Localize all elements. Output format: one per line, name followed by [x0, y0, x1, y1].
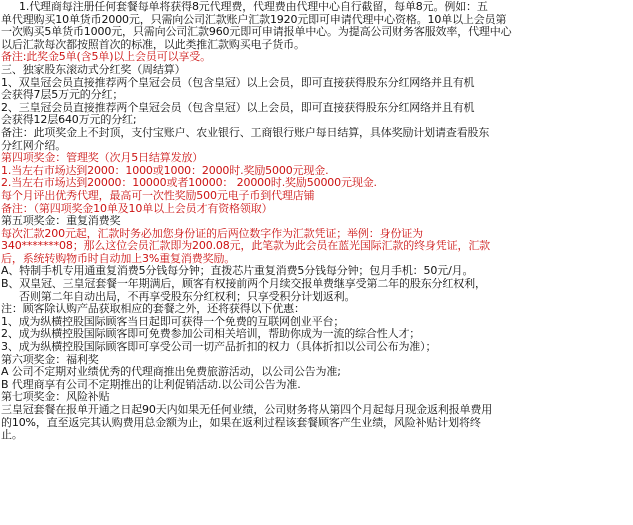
text-line: 1.当左右市场达到2000：1000或1000：2000时.奖励5000元现金. [1, 164, 329, 177]
text-line: 一次购买5单货币1000元，只需向公司汇款960元即可申请报单中心。为提高公司财务客服效率，代理中心 [1, 26, 512, 39]
text-line: 会获得12层640万元的分红; [1, 114, 137, 127]
text-line: 2、三皇冠会员直接推荐两个皇冠会员（包含皇冠）以上会员，即可直接获得股东分红网络并且有机 [1, 101, 475, 114]
text-line: 1、双皇冠会员直接推荐两个皇冠会员（包含皇冠）以上会员，即可直接获得股东分红网络并且有机 [1, 76, 475, 89]
text-line: 止。 [1, 429, 23, 442]
section-heading: 第七项奖金：风险补贴 [1, 391, 110, 404]
section-heading: 第五项奖金：重复消费奖 [1, 215, 121, 228]
text-line: 2.当左右市场达到20000：10000或者10000： 20000时.奖励50000元现金. [1, 177, 377, 190]
text-line: 会获得7层5万元的分红； [1, 89, 124, 102]
text-line: 单代理购买10单货币2000元，只需向公司汇款账户汇款1920元即可申请代理中心资格。10单以上会员第 [1, 13, 507, 26]
text-line: 3、成为纵横控股国际顾客即可享受公司一切产品折扣的权力（具体折扣以公司公布为准）； [1, 341, 437, 354]
text-line: 三皇冠套餐在报单开通之日起90天内如果无任何业绩，公司财务将从第四个月起每月现金返利报单费用 [1, 404, 493, 416]
section-heading: 第六项奖金：福利奖 [1, 353, 99, 366]
section-heading: 三、独家股东滚动式分红奖（周结算） [1, 63, 186, 76]
document-body [1, 1, 631, 442]
note-line: 备注:此奖金5单(含5单)以上会员可以享受。 [1, 51, 211, 64]
text-line: 每个月评出优秀代理，最高可一次性奖励500元电子币到代理店铺 [1, 189, 315, 202]
text-line: B 代理商享有公司不定期推出的让利促销活动.以公司公告为准. [1, 378, 301, 391]
section-heading: 第四项奖金：管理奖（次月5日结算发放） [1, 152, 204, 165]
text-line: 后，系统转购物币时自动加上3%重复消费奖励。 [1, 252, 236, 265]
text-line: A 公司不定期对业绩优秀的代理商推出免费旅游活动，以公司公告为准; [1, 366, 341, 379]
text-line: 以后汇款每次都按照首次的标准，以此类推汇款购买电子货币。 [1, 38, 305, 51]
text-line: 注：顾客除认购产品获取相应的套餐之外，还将获得以下优惠： [1, 303, 305, 316]
text-line: B、双皇冠、三皇冠套餐一年期满后，顾客有权接前两个月续交报单费继享受第二年的股东分红权利， [1, 278, 486, 291]
text-line: 否则第二年自动出局，不再享受股东分红权利；只享受积分计划返利。 [19, 290, 356, 303]
text-line: 1.代理商每注册任何套餐每单将获得8元代理费，代理费由代理中心自行截留，每单8元。例如：五 [19, 1, 488, 13]
text-line: 分红网介绍。 [1, 139, 67, 152]
text-line: 的10%，直至返完其认购费用总金额为止，如果在返利过程该套餐顾客产生业绩，风险补贴计划将终 [1, 416, 481, 429]
note-line: 备注：（第四项奖金10单及10单以上会员才有资格领取） [1, 202, 273, 215]
text-line: 1、成为纵横控股国际顾客当日起即可获得一个免费的互联网创业平台； [1, 315, 345, 328]
text-line: 备注：此项奖金上不封顶，支付宝账户、农业银行、工商银行账户每日结算，具体奖励计划请查看股东 [1, 126, 490, 139]
text-line: A、特制手机专用通重复消费5分钱每分钟；直拨芯片重复消费5分钱每分钟；包月手机：50元/月。 [1, 265, 474, 278]
text-line: 340*******08；那么这位会员汇款即为200.08元，此笔款为此会员在蓝光国际汇款的终身凭证，汇款 [1, 240, 491, 253]
text-line: 2、成为纵横控股国际顾客即可免费参加公司相关培训，帮助你成为一流的综合性人才； [1, 328, 421, 341]
text-line: 每次汇款200元起，汇款时务必加您身份证的后两位数字作为汇款凭证；举例：身份证为 [1, 227, 423, 240]
